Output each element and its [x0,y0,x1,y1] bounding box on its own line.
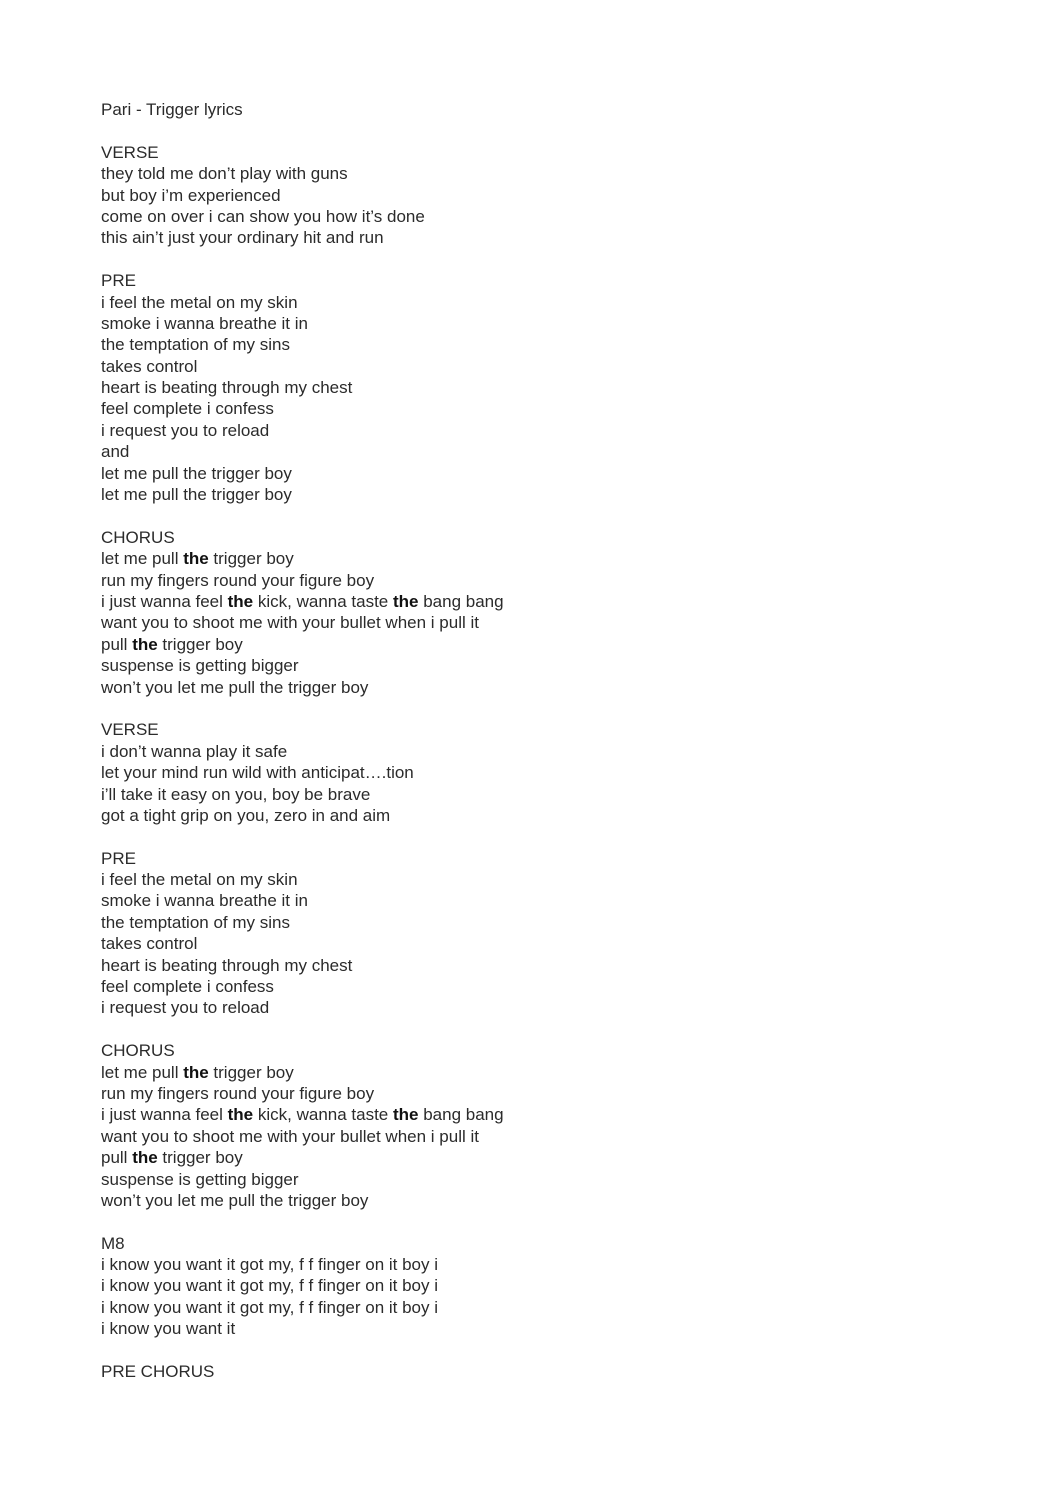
lyrics-section [101,1361,1001,1382]
lyric-line [101,805,1001,826]
bold-word: the [227,1105,254,1125]
lyric-text: i know you want it [101,1319,236,1339]
lyric-line [101,441,1001,462]
lyric-text: pull [101,1148,133,1168]
lyric-text: takes control [101,934,198,954]
lyric-text: feel complete i confess [101,399,274,419]
lyric-text: trigger boy [208,1062,294,1082]
bold-word: the [392,591,419,611]
lyric-text: run my fingers round your figure boy [101,1083,375,1103]
lyrics-section [101,270,1001,505]
lyric-line [101,976,1001,997]
lyric-line [101,655,1001,676]
lyric-line [101,227,1001,248]
lyric-text: i know you want it got my, f f finger on it boy i [101,1276,439,1296]
lyric-line [101,1318,1001,1339]
bold-word: the [132,634,158,654]
bold-word: the [183,1062,209,1082]
lyric-text: i feel the metal on my skin [101,870,298,890]
lyric-line [101,1297,1001,1318]
lyric-text: suspense is getting bigger [101,1169,299,1189]
lyric-line [101,890,1001,911]
lyric-text: i’ll take it easy on you, boy be brave [101,784,371,804]
lyric-line [101,292,1001,313]
section-heading: M8 [101,1233,125,1253]
lyric-text: i request you to reload [101,998,270,1018]
lyric-line [101,1275,1001,1296]
lyric-text: got a tight grip on you, zero in and aim [101,805,391,825]
lyrics-document [101,99,1001,1382]
lyric-line [101,869,1001,890]
lyric-line [101,334,1001,355]
lyric-line [101,356,1001,377]
lyric-text: let your mind run wild with anticipat….tion [101,763,414,783]
lyric-text: kick, wanna taste [253,1105,393,1125]
lyric-line [101,612,1001,633]
lyric-text: let me pull [101,549,184,569]
section-heading: PRE [101,848,136,868]
lyric-line [101,1190,1001,1211]
bold-word: the [227,591,254,611]
lyric-line [101,912,1001,933]
lyric-text: i just wanna feel [101,1105,228,1125]
lyric-text: feel complete i confess [101,977,274,997]
section-heading: CHORUS [101,527,175,547]
lyric-text: pull [101,634,133,654]
lyric-line [101,185,1001,206]
lyric-line [101,1062,1001,1083]
lyrics-section [101,848,1001,1019]
lyric-text: run my fingers round your figure boy [101,570,375,590]
bold-word: the [392,1105,419,1125]
lyric-text: i know you want it got my, f f finger on it boy i [101,1255,439,1275]
lyric-text: trigger boy [157,634,243,654]
lyric-text: this ain’t just your ordinary hit and run [101,228,384,248]
lyrics-section [101,1040,1001,1211]
lyric-line [101,741,1001,762]
lyrics-section [101,1233,1001,1340]
section-heading: PRE [101,271,136,291]
lyric-text: they told me don’t play with guns [101,164,348,184]
lyric-line [101,1254,1001,1275]
lyric-text: kick, wanna taste [253,591,393,611]
lyric-line [101,463,1001,484]
lyric-line [101,677,1001,698]
lyric-text: trigger boy [157,1148,243,1168]
lyric-text: let me pull the trigger boy [101,485,292,505]
lyric-text: the temptation of my sins [101,912,290,932]
lyric-line [101,933,1001,954]
bold-word: the [132,1148,158,1168]
bold-word: the [183,549,209,569]
lyric-text: i don’t wanna play it safe [101,741,288,761]
lyric-line [101,784,1001,805]
section-heading: VERSE [101,142,159,162]
lyric-text: smoke i wanna breathe it in [101,891,308,911]
lyrics-section [101,527,1001,698]
lyrics-section [101,142,1001,249]
lyrics-section [101,719,1001,826]
lyric-line [101,634,1001,655]
lyric-text: bang bang [418,1105,504,1125]
lyric-text: trigger boy [208,549,294,569]
lyric-text: i just wanna feel [101,591,228,611]
lyric-line [101,997,1001,1018]
lyric-line [101,1083,1001,1104]
lyric-text: and [101,442,130,462]
lyric-text: let me pull [101,1062,184,1082]
lyric-text: want you to shoot me with your bullet when i pull it [101,1126,479,1146]
section-heading: CHORUS [101,1041,175,1061]
lyric-text: smoke i wanna breathe it in [101,313,308,333]
lyric-text: but boy i’m experienced [101,185,281,205]
lyric-text: heart is beating through my chest [101,378,353,398]
lyric-line [101,206,1001,227]
document-title: Pari - Trigger lyrics [101,100,243,119]
lyric-line [101,570,1001,591]
lyric-line [101,398,1001,419]
lyric-text: won’t you let me pull the trigger boy [101,677,369,697]
lyric-line [101,591,1001,612]
lyric-text: suspense is getting bigger [101,656,299,676]
lyric-text: want you to shoot me with your bullet when i pull it [101,613,479,633]
lyric-text: the temptation of my sins [101,335,290,355]
lyric-line [101,484,1001,505]
lyric-text: come on over i can show you how it’s done [101,206,425,226]
lyric-line [101,1169,1001,1190]
lyric-line [101,762,1001,783]
section-heading: PRE CHORUS [101,1362,215,1382]
lyric-text: i feel the metal on my skin [101,292,298,312]
lyric-line [101,1147,1001,1168]
lyric-text: i know you want it got my, f f finger on it boy i [101,1297,439,1317]
lyric-text: takes control [101,356,198,376]
lyric-line [101,313,1001,334]
lyric-text: won’t you let me pull the trigger boy [101,1190,369,1210]
lyric-line [101,1126,1001,1147]
lyric-text: heart is beating through my chest [101,955,353,975]
section-heading: VERSE [101,720,159,740]
lyric-line [101,1104,1001,1125]
lyric-line [101,420,1001,441]
lyric-line [101,548,1001,569]
lyric-line [101,377,1001,398]
lyrics-sections [101,142,1001,1383]
lyric-text: let me pull the trigger boy [101,463,292,483]
lyric-line [101,163,1001,184]
lyric-text: bang bang [418,591,504,611]
lyric-text: i request you to reload [101,420,270,440]
lyric-line [101,955,1001,976]
